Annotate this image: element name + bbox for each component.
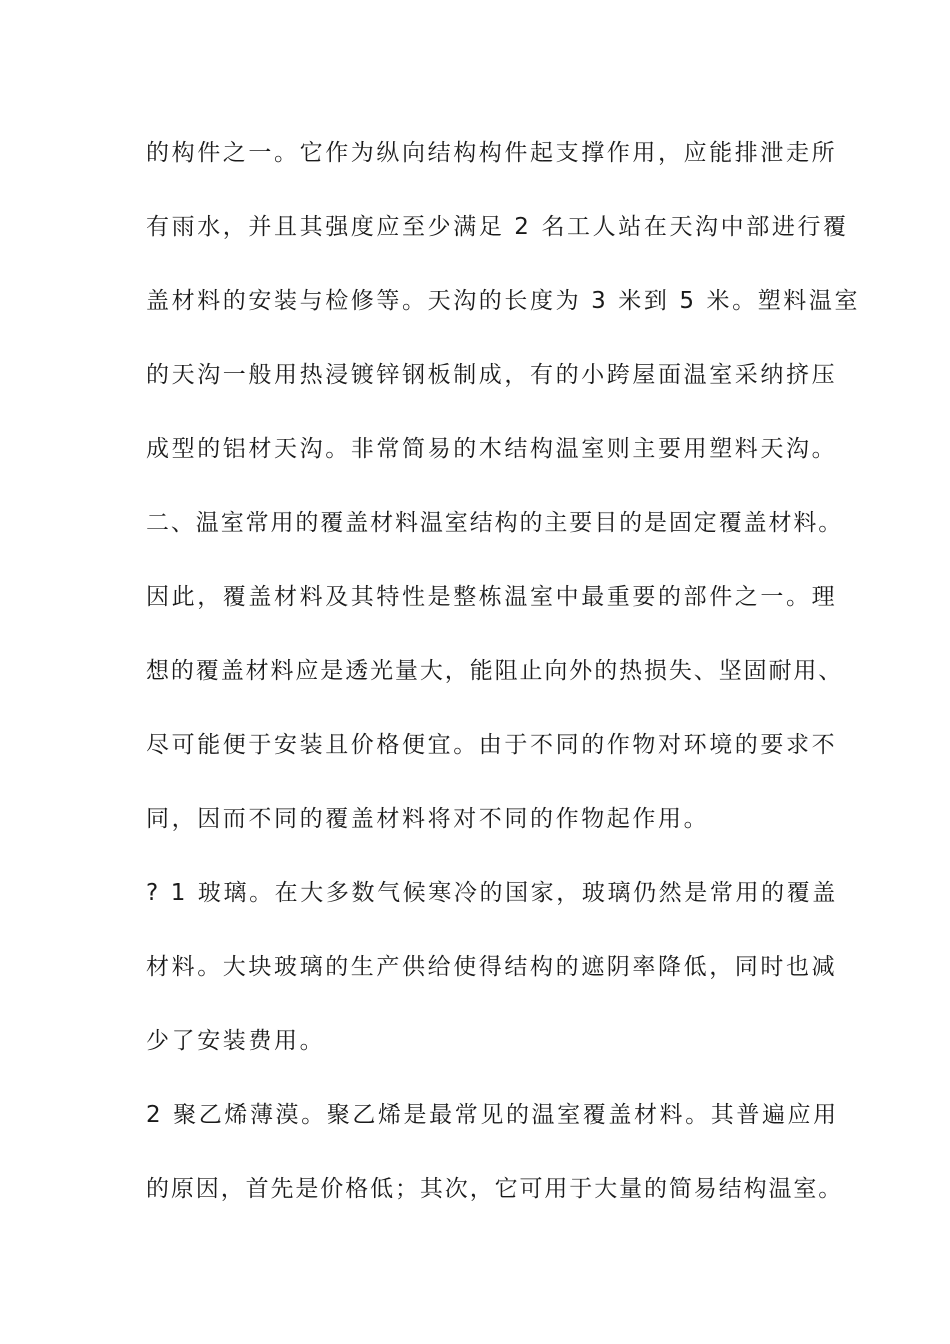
text-line: 二、温室常用的覆盖材料温室结构的主要目的是固定覆盖材料。	[146, 510, 844, 536]
text-line: 因此，覆盖材料及其特性是整栋温室中最重要的部件之一。理	[146, 584, 838, 610]
text-line: 盖材料的安装与检修等。天沟的长度为 3 米到 5 米。塑料温室	[146, 288, 861, 314]
text-line: 想的覆盖材料应是透光量大，能阻止向外的热损失、坚固耐用、	[146, 658, 844, 684]
text-line: 同，因而不同的覆盖材料将对不同的作物起作用。	[146, 806, 710, 832]
text-line: 材料。大块玻璃的生产供给使得结构的遮阴率降低，同时也减	[146, 954, 838, 980]
text-line: ? 1 玻璃。在大多数气候寒冷的国家，玻璃仍然是常用的覆盖	[146, 880, 838, 906]
text-line: 尽可能便于安装且价格便宜。由于不同的作物对环境的要求不	[146, 732, 838, 758]
text-line: 2 聚乙烯薄漠。聚乙烯是最常见的温室覆盖材料。其普遍应用	[146, 1102, 839, 1128]
text-line: 的天沟一般用热浸镀锌钢板制成，有的小跨屋面温室采纳挤压	[146, 362, 838, 388]
text-line: 成型的铝材天沟。非常简易的木结构温室则主要用塑料天沟。	[146, 436, 838, 462]
text-line: 有雨水，并且其强度应至少满足 2 名工人站在天沟中部进行覆	[146, 214, 849, 240]
text-line: 少了安装费用。	[146, 1028, 326, 1054]
text-line: 的构件之一。它作为纵向结构构件起支撑作用，应能排泄走所	[146, 140, 838, 166]
body-text	[146, 125, 861, 1235]
text-line: 的原因，首先是价格低；其次，它可用于大量的简易结构温室。	[146, 1176, 844, 1202]
